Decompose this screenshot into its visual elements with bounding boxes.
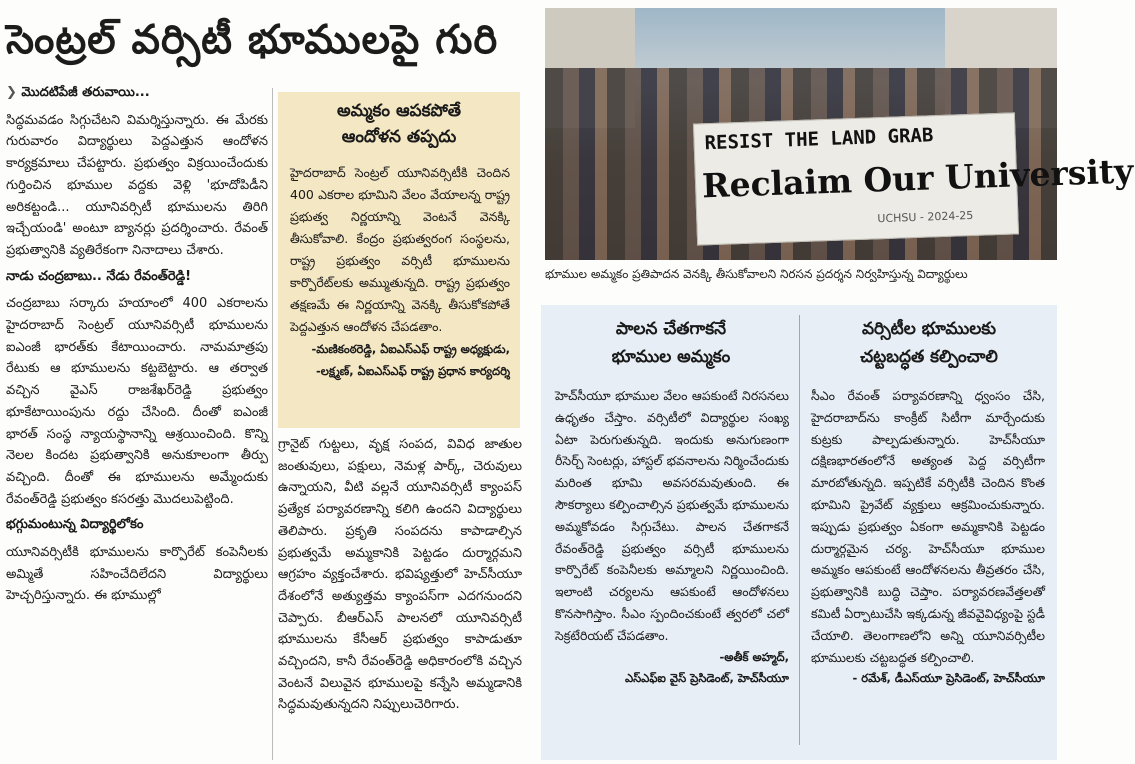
col1-subhead-1: నాడు చంద్రబాబు.. నేడు రేవంత్‌రెడ్డి! [6,268,192,284]
column-divider [272,88,273,760]
quote-right-sig: - రమేశ్, డీఎస్‌యూ ప్రెసిడెంట్, హెచ్‌సీయూ [852,671,1045,686]
column-2 [278,434,522,760]
quote-box-aisf-sig1: -మణికంఠరెడ్డి, ఏఐఎస్ఎఫ్ రాష్ట్ర అధ్యక్షుడు, [311,342,510,356]
quote-left-body: హెచ్‌సీయూ భూముల వేలం ఆపకుంటే నిరసనలు ఉధృతం చేస్తాం. వర్సిటీలో విద్యార్థుల సంఖ్య ఏటా పెరుగుతున్నది. ఇందుకు అనుగుణంగా రీసెర్చ్ సెంటర్లు, హాస్టల్ భవనాలను నిర్మించేందుకు మరింత భూమి అవసరమవుతుంది. ఈ సౌకర్యాలు కల్పించాల్సిన ప్రభుత్వమే భూములను అమ్మకోవడం సిగ్గుచేటు. పాలన చేతగాకనే రేవంత్‌రెడ్డి ప్రభుత్వం వర్సిటీ భూములను కార్పొరేట్ కంపెనీలకు అమ్మాలని నిర్ణయించింది. ఇలాంటి చర్యలను ఆపకుంటే ఆందోళనలు కొనసాగిస్తాం. సీఎం స్పందించకుంటే త్వరలో చలో సెక్రటేరియట్ చేపడతాం. -అతీక్ అహ్మద్, ఎస్ఎఫ్ఐ వైస్ ప్రెసిడెంట్, హెచ్‌సీయూ [555,385,789,690]
page-headline: సెంట్రల్ వర్సిటీ భూములపై గురి [6,16,499,63]
continued-marker: ❯ మొదటిపేజీ తరువాయి... [6,85,150,100]
quote-left-title: పాలన చేతగాకనే భూముల అమ్మకం [611,319,731,367]
col1-para-3: యూనివర్సిటీకి భూములను కార్పొరేట్ కంపెనీలకు అమ్మితే సహించేదిలేదని విద్యార్థులు హెచ్చరిస్తున్నారు. ఈ భూముల్లో [6,545,268,604]
quote-box-aisf-body: హైదరాబాద్ సెంట్రల్ యూనివర్సిటీకి చెందిన 400 ఎకరాల భూమిని వేలం వేయాలన్న రాష్ట్ర ప్రభుత్వ నిర్ణయాన్ని వెంటనే వెనక్కి తీసుకోవాలి. కేంద్రం ప్రభుత్వరంగ సంస్థలను, రాష్ట్ర ప్రభుత్వం వర్సిటీ భూములను కార్పొరేట్‌లకు అమ్ముతున్నది. రాష్ట్ర ప్రభుత్వం తక్షణమే ఈ నిర్ణయాన్ని వెనక్కి తీసుకోకపోతే పెద్దఎత్తున ఆందోళన చేపడతాం. -మణికంఠరెడ్డి, ఏఐఎస్ఎఫ్ రాష్ట్ర అధ్యక్షుడు, -లక్ష్మణ్, ఏఐఎస్ఎఫ్ రాష్ట్ర ప్రధాన కార్యదర్శి [290,162,510,382]
quote-box-separator [799,315,800,745]
column-1 [6,78,268,758]
col1-para-1: సిద్ధమవడం సిగ్గుచేటని విమర్శిస్తున్నారు. ఈ మేరకు గురువారం విద్యార్థులు పెద్దఎత్తున ఆందోళన కార్యక్రమాలు చేపట్టారు. ప్రభుత్వం విక్రయించేందుకు గుర్తించిన భూముల వద్దకు వెళ్లి 'భూదోపిడీని అరికట్టండి... యూనివర్సిటీ భూములను తిరిగి ఇచ్చేయండి' అంటూ బ్యానర్లు ప్రదర్శించారు. రేవంత్ ప్రభుత్వానికి వ్యతిరేకంగా నినాదాలు చేశారు. [6,112,268,258]
quote-box-pair [541,305,1057,760]
quote-right-title: వర్సిటీల భూములకు చట్టబద్ధత కల్పించాలి [860,319,998,367]
quote-box-aisf-sig2: -లక్ష్మణ్, ఏఐఎస్ఎఫ్ రాష్ట్ర ప్రధాన కార్యదర్శి [316,364,510,378]
protest-photo [545,8,1134,260]
quote-right-body: సీఎం రేవంత్ పర్యావరణాన్ని ధ్వంసం చేసి, హైదరాబాద్‌ను కాంక్రీట్ సిటీగా మార్చేందుకు కుట్రకు పాల్పడుతున్నారు. హెచ్‌సీయూ దక్షిణభారతంలోనే అత్యంత పెద్ద వర్సిటీగా మారబోతున్నది. ఇప్పటికే వర్సిటీకి చెందిన కొంత భూమిని ప్రైవేట్ వ్యక్తులు ఆక్రమించుకున్నారు. ఇప్పుడు ప్రభుత్వం ఏకంగా అమ్మకానికి పెట్టడం దుర్మార్గమైన చర్య. హెచ్‌సీయూ భూముల అమ్మకం ఆపకుంటే ఆందోళనలను తీవ్రతరం చేసి, ప్రభుత్వానికి బుద్ధి చెప్తాం. పర్యావరణవేత్తలతో కమిటీ ఏర్పాటుచేసి ఇక్కడున్న జీవవైవిధ్యంపై స్టడీ చేయాలి. తెలంగాణలోని అన్ని యూనివర్సిటీల భూములకు చట్టబద్ధత కల్పించాలి. - రమేశ్, డీఎస్‌యూ ప్రెసిడెంట్, హెచ్‌సీయూ [811,385,1045,690]
banner-line2: Reclaim Our University [701,151,1134,206]
quote-box-aisf-title: అమ్మకం ఆపకపోతే ఆందోళన తప్పదు [336,101,462,147]
protest-banner [693,112,1134,245]
banner-line3: UCHSU - 2024-25 [877,208,974,226]
quote-box-aisf [278,92,520,428]
quote-left-sig2: ఎస్ఎఫ్ఐ వైస్ ప్రెసిడెంట్, హెచ్‌సీయూ [624,671,789,686]
col1-para-2: చంద్రబాబు సర్కారు హయాంలో 400 ఎకరాలను హైదరాబాద్ సెంట్రల్ యూనివర్సిటీ భూములను ఐఎంజీ భారత్‌కు కేటాయించారు. నామమాత్రపు రేటుకు ఆ భూములను కట్టబెట్టారు. ఆ తర్వాత వచ్చిన వైఎస్ రాజశేఖర్‌రెడ్డి ప్రభుత్వం భూకేటాయింపును రద్దు చేసింది. దీంతో ఐఎంజీ భారత్ సంస్థ న్యాయస్థానాన్ని ఆశ్రయించింది. కొన్ని నెలల కిందట ప్రభుత్వానికి అనుకూలంగా తీర్పు వచ్చింది. దీంతో ఈ భూములను అమ్మేందుకు రేవంత్‌రెడ్డి ప్రభుత్వం కసరత్తు మొదలుపెట్టింది. [6,296,268,507]
col2-para-1: గ్రానైట్ గుట్టలు, వృక్ష సంపద, వివిధ జాతుల జంతువులు, పక్షులు, నెమళ్ల పార్క్, చెరువులు ఉన్నాయని, వీటి వల్లనే యూనివర్సిటీ క్యాంపస్ ప్రత్యేక పర్యావరణాన్ని కలిగి ఉందని విద్యార్థులు తెలిపారు. ప్రకృతి సంపదను కాపాడాల్సిన ప్రభుత్వమే అమ్మకానికి పెట్టడం దుర్మార్గమని ఆగ్రహం వ్యక్తంచేశారు. భవిష్యత్తులో హెచ్‌సీయూ దేశంలోనే అత్యుత్తమ క్యాంపస్‌గా ఎదగనుందని చెప్పారు. బీఆర్ఎస్ పాలనలో యూనివర్సిటీ భూములను కేసీఆర్ ప్రభుత్వం కాపాడుతూ వచ్చిందని, కానీ రేవంత్‌రెడ్డి అధికారంలోకి వచ్చిన వెంటనే విలువైన భూములపై కన్నేసి అమ్మడానికి సిద్ధమవుతున్నదని నిప్పులుచెరిగారు. [278,437,522,713]
banner-line1: RESIST THE LAND GRAB [704,124,934,155]
arrow-right-icon: ❯ [6,85,22,100]
quote-left-sig1: -అతీక్ అహ్మద్, [719,649,789,664]
photo-caption: భూముల అమ్మకం ప్రతిపాదన వెనక్కి తీసుకోవాలని నిరసన ప్రదర్శన నిర్వహిస్తున్న విద్యార్థులు [545,267,968,281]
col1-subhead-2: భగ్గుమంటున్న విద్యార్థిలోకం [6,517,144,533]
